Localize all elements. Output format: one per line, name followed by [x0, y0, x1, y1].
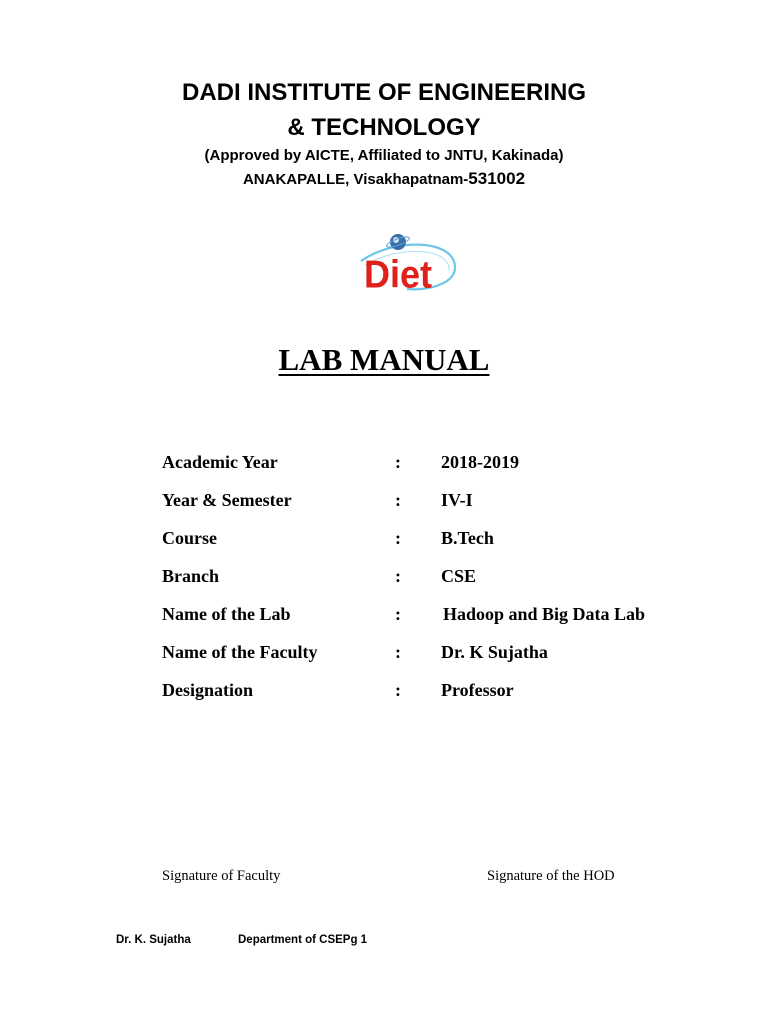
detail-label: Name of the Lab: [162, 604, 291, 624]
detail-value: CSE: [441, 566, 477, 586]
detail-value: 2018-2019: [441, 452, 519, 472]
detail-label: Branch: [162, 566, 220, 586]
institute-address: [0, 168, 768, 191]
details-table: [162, 443, 702, 709]
detail-label: Course: [162, 528, 217, 548]
detail-separator: :: [395, 566, 401, 586]
detail-separator: :: [395, 604, 401, 624]
detail-label: Year & Semester: [162, 490, 292, 510]
detail-separator: :: [395, 642, 401, 662]
detail-row-course: [162, 519, 702, 557]
institute-name-line1: DADI INSTITUTE OF ENGINEERING: [181, 79, 586, 106]
detail-row-year-semester: [162, 481, 702, 519]
detail-value: Dr. K Sujatha: [441, 642, 548, 662]
document-title: [0, 340, 768, 380]
detail-row-branch: [162, 557, 702, 595]
address-text: ANAKAPALLE, Visakhapatnam-: [242, 171, 469, 188]
logo-text: Diet: [364, 252, 432, 296]
detail-separator: :: [395, 490, 401, 510]
detail-label: Name of the Faculty: [162, 642, 318, 662]
footer-author: Dr. K. Sujatha: [116, 934, 191, 946]
detail-separator: :: [395, 680, 401, 700]
detail-label: Designation: [162, 680, 254, 700]
footer-department-page: Department of CSEPg 1: [238, 934, 368, 946]
signature-hod: Signature of the HOD: [487, 868, 615, 884]
address-pin: 531002: [468, 169, 526, 188]
detail-value: IV-I: [441, 490, 473, 510]
diet-logo: [355, 225, 461, 307]
detail-label: Academic Year: [162, 452, 278, 472]
detail-row-designation: [162, 671, 702, 709]
detail-row-academic-year: [162, 443, 702, 481]
document-title-text: LAB MANUAL: [278, 342, 490, 377]
detail-value: Hadoop and Big Data Lab: [443, 604, 646, 624]
detail-separator: :: [395, 528, 401, 548]
detail-value: Professor: [441, 680, 514, 700]
institute-name-line2: & TECHNOLOGY: [287, 114, 481, 141]
signature-faculty: Signature of Faculty: [162, 868, 281, 884]
detail-row-faculty-name: [162, 633, 702, 671]
detail-value: B.Tech: [441, 528, 494, 548]
institute-approval: (Approved by AICTE, Affiliated to JNTU, Kakinada): [204, 147, 564, 164]
detail-row-lab-name: [162, 595, 702, 633]
detail-separator: :: [395, 452, 401, 472]
